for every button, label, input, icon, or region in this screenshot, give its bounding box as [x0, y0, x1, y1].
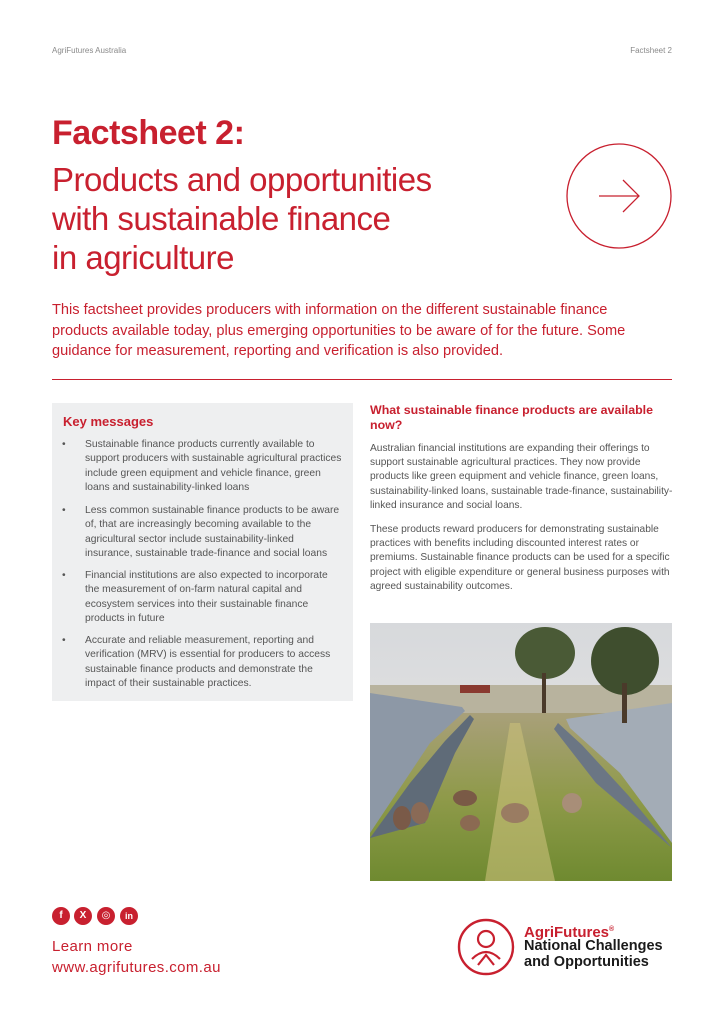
learn-more-label: Learn more — [52, 938, 133, 955]
bullet-icon: • — [62, 570, 66, 581]
instagram-icon[interactable]: ◎ — [97, 907, 115, 925]
facebook-icon[interactable]: f — [52, 907, 70, 925]
list-item — [62, 634, 342, 692]
section-title: What sustainable finance products are available now? — [370, 403, 654, 432]
website-link[interactable]: www.agrifutures.com.au — [52, 959, 221, 976]
title-line-1: Products and opportunities — [52, 161, 432, 198]
linkedin-icon[interactable]: in — [120, 907, 138, 925]
brand-registered-mark: ® — [609, 926, 615, 933]
divider — [52, 379, 672, 380]
header-org: AgriFutures Australia — [52, 46, 127, 55]
brand-name-text: AgriFutures — [524, 924, 610, 941]
bullet-icon: • — [62, 439, 66, 450]
list-item-text: Accurate and reliable measurement, reporting and verification (MRV) is essential for producers to access sustainable finance products and demonstrate the impact of their sustainable practices. — [85, 635, 331, 690]
bullet-icon: • — [62, 635, 66, 646]
title-line-3: in agriculture — [52, 239, 234, 276]
brand-line-2: National Challenges — [524, 938, 663, 954]
list-item-text: Sustainable finance products currently available to support producers with sustainable agricultural practices include green equipment and vehicle finance, green loans and sustainability-linked loans — [85, 439, 342, 494]
bullet-icon: • — [62, 505, 66, 516]
key-messages-title: Key messages — [63, 414, 154, 429]
header-doc: Factsheet 2 — [630, 46, 672, 55]
list-item-text: Financial institutions are also expected to incorporate the measurement of on-farm natural capital and ecosystem services into their sustainable finance products in future — [85, 570, 328, 625]
arrow-right-icon — [565, 142, 673, 250]
section-paragraph-2: These products reward producers for demonstrating sustainable practices with benefits including discounted interest rates or premiums. Sustainable finance products can be used for a specific project with eligible expenditure or general business purposes with agreed sustainability outcomes. — [370, 524, 670, 592]
list-item — [62, 438, 342, 496]
list-item — [62, 504, 342, 562]
solar-farm-sheep-photo — [370, 623, 672, 881]
section-paragraph-1: Australian financial institutions are expanding their offerings to support sustainable agricultural practices. They now provide products like green equipment and vehicle finance, green loans, sustainability-linked loans, sustainable trade-finance, sustainability-linked insurance and social loans. — [370, 443, 673, 511]
list-item — [62, 569, 342, 627]
list-item-text: Less common sustainable finance products to be aware of, that are increasingly becoming available to the agricultural sector include sustainability-linked insurance, sustainable trade-finance and social loans — [85, 505, 340, 560]
x-twitter-icon[interactable]: X — [74, 907, 92, 925]
intro-text: This factsheet provides producers with information on the different sustainable finance products available today, plus emerging opportunities to be aware of for the future. Some guidance for measurement, reporting and verification is also provided. — [52, 302, 626, 359]
agrifutures-logo-icon — [456, 917, 516, 977]
page-title: Factsheet 2: — [52, 114, 245, 152]
brand-line-3: and Opportunities — [524, 954, 649, 970]
title-line-2: with sustainable finance — [52, 200, 391, 237]
